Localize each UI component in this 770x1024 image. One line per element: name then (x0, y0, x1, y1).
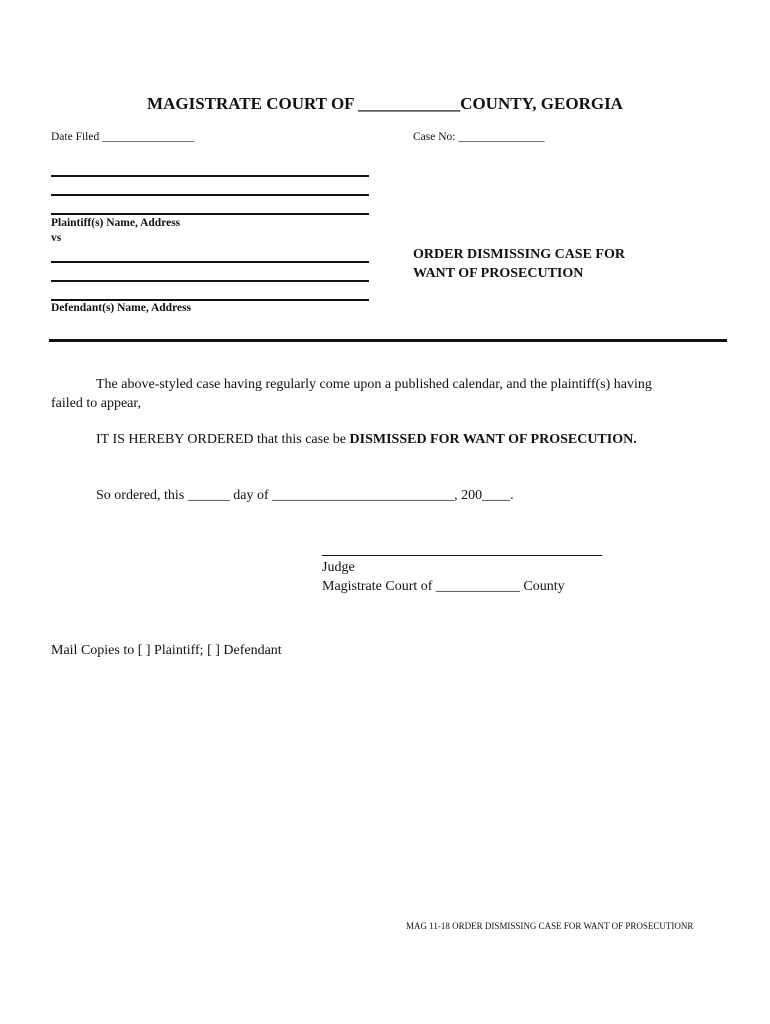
defendant-line-2[interactable] (51, 280, 369, 282)
order-statement (96, 432, 637, 448)
plaintiff-label: Plaintiff(s) Name, Address (51, 217, 181, 229)
versus-label: vs (51, 232, 62, 244)
order-statement-prefix: IT IS HEREBY ORDERED that this case be (96, 432, 350, 447)
defendant-line-1[interactable] (51, 261, 369, 263)
order-title-line-2: WANT OF PROSECUTION (413, 266, 584, 281)
paragraph-line-1: The above-styled case having regularly come upon a published calendar, and the plaintiff(s) having (96, 377, 652, 392)
form-footer-code: MAG 11-18 ORDER DISMISSING CASE FOR WANT OF PROSECUTIONR (406, 921, 694, 931)
defendant-label: Defendant(s) Name, Address (51, 302, 192, 314)
mail-copies-line[interactable]: Mail Copies to [ ] Plaintiff; [ ] Defendant (51, 643, 282, 658)
judge-signature-line[interactable] (322, 555, 602, 556)
order-title-line-1: ORDER DISMISSING CASE FOR (413, 247, 625, 262)
plaintiff-line-3[interactable] (51, 213, 369, 215)
plaintiff-line-1[interactable] (51, 175, 369, 177)
section-divider (49, 339, 727, 342)
date-filed-field[interactable]: Date Filed ________________ (51, 131, 195, 143)
page-title: MAGISTRATE COURT OF ____________COUNTY, GEORGIA (147, 94, 623, 113)
plaintiff-line-2[interactable] (51, 194, 369, 196)
defendant-line-3[interactable] (51, 299, 369, 301)
paragraph-line-2: failed to appear, (51, 396, 142, 411)
judge-label: Judge (322, 560, 355, 575)
court-county-field[interactable]: Magistrate Court of ____________ County (322, 579, 565, 594)
so-ordered-line[interactable]: So ordered, this ______ day of __________________________, 200____. (96, 488, 514, 503)
case-number-field[interactable]: Case No: _______________ (413, 131, 545, 143)
order-statement-disposition: DISMISSED FOR WANT OF PROSECUTION. (349, 432, 637, 447)
